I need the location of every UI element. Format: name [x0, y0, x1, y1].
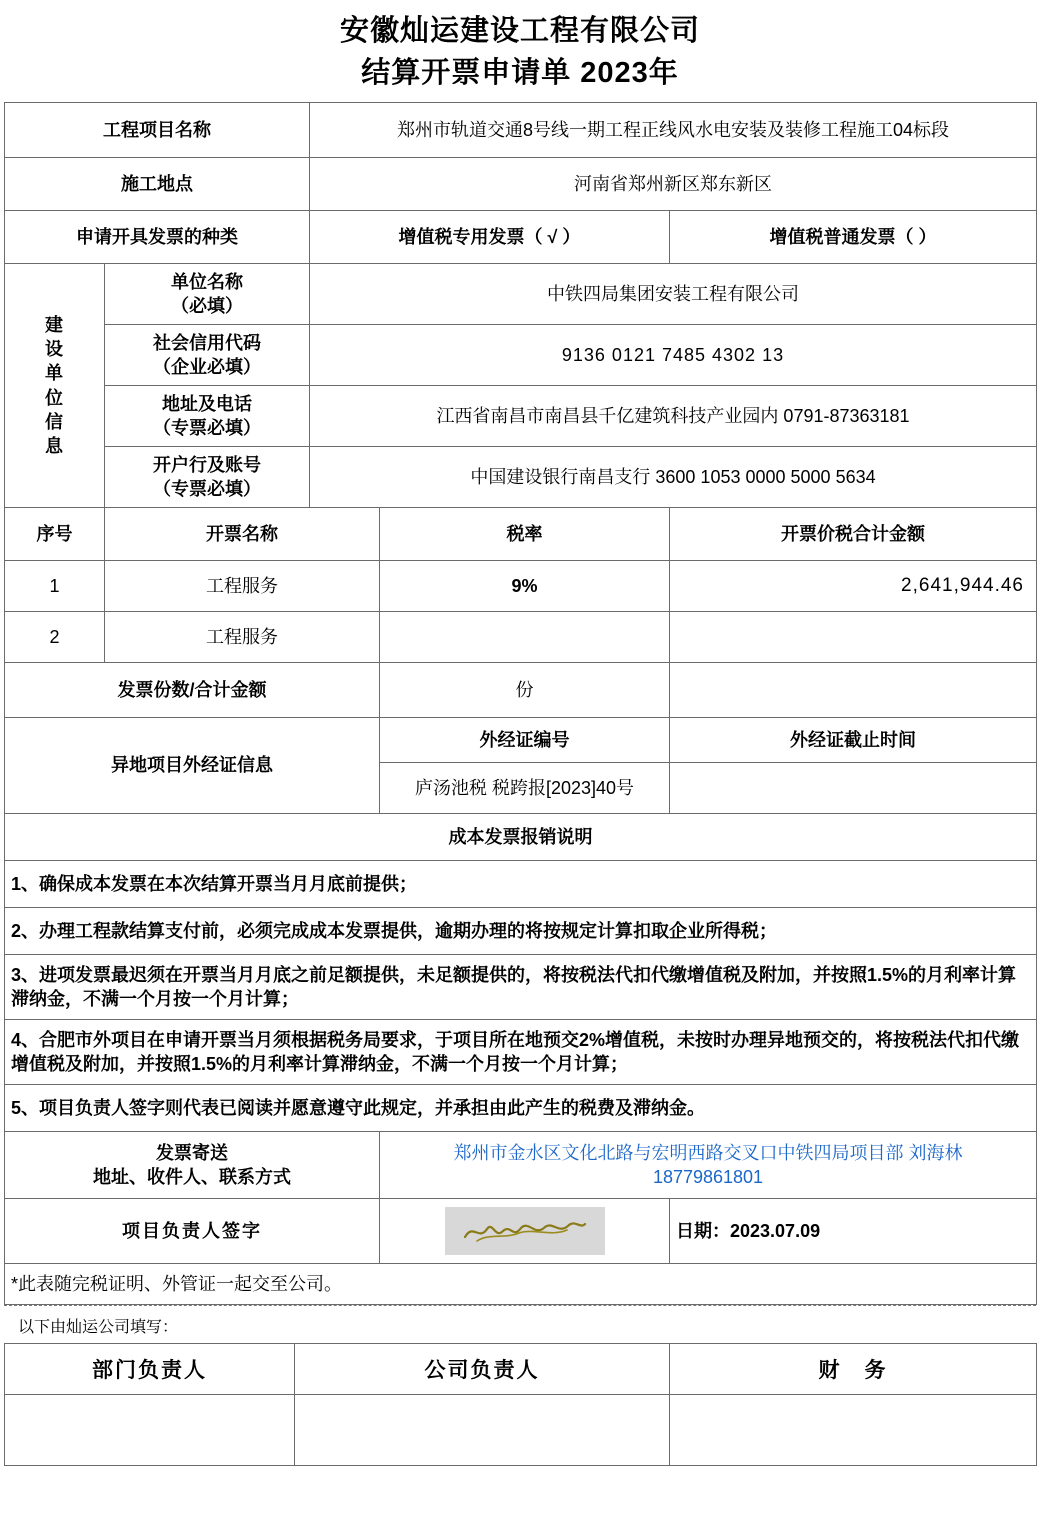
- title-line-2: 结算开票申请单 2023年: [361, 57, 679, 90]
- row-invoice-count: [5, 663, 1037, 718]
- credit-code-label: [105, 325, 310, 386]
- cert-no-value[interactable]: 庐汤池税 税跨报[2023]40号: [380, 763, 670, 814]
- row-invoice-type: [5, 211, 1037, 264]
- item-no-1: 1: [5, 561, 105, 612]
- signature-stamp-box: [445, 1207, 605, 1255]
- send-value-line2: 18779861801: [652, 1167, 764, 1188]
- unit-name-label-line1: 单位名称: [171, 271, 243, 292]
- invoice-type-label: 申请开具发票的种类: [5, 211, 310, 264]
- row-note-3: [5, 955, 1037, 1020]
- row-signature: [5, 1199, 1037, 1264]
- vert-char-2: 设: [45, 339, 64, 359]
- credit-code-value[interactable]: 9136 0121 7485 4302 13: [310, 325, 1037, 386]
- vert-char-6: 息: [45, 436, 64, 457]
- footer-header-department: 部门负责人: [5, 1344, 295, 1395]
- below-fill-note: 以下由灿运公司填写：: [18, 1319, 179, 1337]
- row-site: [5, 158, 1037, 211]
- row-credit-code: [5, 325, 1037, 386]
- invoice-type-general-option[interactable]: 增值税普通发票（ ）: [670, 211, 1037, 264]
- row-items-header: [5, 508, 1037, 561]
- footer-signature-row: [5, 1395, 1037, 1466]
- vert-char-5: 信: [45, 411, 64, 432]
- item-no-2: 2: [5, 612, 105, 663]
- item-rate-2[interactable]: [380, 612, 670, 663]
- cert-deadline-header: 外经证截止时间: [670, 718, 1037, 763]
- footer-sign-finance[interactable]: [670, 1395, 1037, 1466]
- items-header-no: 序号: [5, 508, 105, 561]
- bank-value[interactable]: 中国建设银行南昌支行 3600 1053 0000 5000 5634: [310, 447, 1037, 508]
- credit-code-label-line1: 社会信用代码: [153, 332, 261, 353]
- row-cert-headers: [5, 718, 1037, 763]
- bank-label-line1: 开户行及账号: [153, 454, 261, 475]
- row-address-phone: [5, 386, 1037, 447]
- item-amount-1[interactable]: 2,641,944.46: [670, 561, 1037, 612]
- credit-code-label-line2: （企业必填）: [153, 357, 261, 378]
- bank-label-line2: （专票必填）: [153, 479, 261, 500]
- approval-footer-table: [4, 1343, 1037, 1466]
- cert-deadline-value[interactable]: [670, 763, 1037, 814]
- vert-char-1: 建: [45, 314, 64, 335]
- row-notes-title: [5, 814, 1037, 861]
- note-item-5: 5、项目负责人签字则代表已阅读并愿意遵守此规定，并承担由此产生的税费及滞纳金。: [5, 1085, 1037, 1132]
- item-name-1[interactable]: 工程服务: [105, 561, 380, 612]
- row-note-4: [5, 1020, 1037, 1085]
- note-item-4: 4、合肥市外项目在申请开票当月须根据税务局要求，于项目所在地预交2%增值税，未按时办理异地预交的，将按税法代扣代缴增值税及附加，并按照1.5%的月利率计算滞纳金，不满一个月按一个月计算；: [5, 1020, 1037, 1085]
- note-item-3: 3、进项发票最迟须在开票当月月底之前足额提供，未足额提供的，将按税法代扣代缴增值税及附加，并按照1.5%的月利率计算滞纳金，不满一个月按一个月计算；: [5, 955, 1037, 1020]
- items-header-name: 开票名称: [105, 508, 380, 561]
- site-value[interactable]: 河南省郑州新区郑东新区: [310, 158, 1037, 211]
- send-label: [5, 1132, 380, 1199]
- handwritten-signature-icon: [459, 1219, 589, 1245]
- title-line-1: 安徽灿运建设工程有限公司: [339, 15, 700, 47]
- footnote-text: *此表随完税证明、外管证一起交至公司。: [5, 1264, 1037, 1305]
- notes-title: 成本发票报销说明: [5, 814, 1037, 861]
- send-value-line1: 郑州市金水区文化北路与宏明西路交叉口中铁四局项目部 刘海林: [453, 1142, 963, 1163]
- item-rate-1[interactable]: 9%: [380, 561, 670, 612]
- address-phone-label: [105, 386, 310, 447]
- invoice-count-label: 发票份数/合计金额: [5, 663, 380, 718]
- signature-label: 项目负责人签字: [5, 1199, 380, 1264]
- main-form-table: [4, 102, 1037, 1305]
- note-item-1: 1、确保成本发票在本次结算开票当月月底前提供；: [5, 861, 1037, 908]
- unit-name-label: [105, 264, 310, 325]
- bank-label: [105, 447, 310, 508]
- item-amount-2[interactable]: [670, 612, 1037, 663]
- address-phone-label-line2: （专票必填）: [153, 418, 261, 439]
- row-note-1: [5, 861, 1037, 908]
- row-send-info: [5, 1132, 1037, 1199]
- row-footnote: [5, 1264, 1037, 1305]
- row-bank: [5, 447, 1037, 508]
- row-note-5: [5, 1085, 1037, 1132]
- send-label-line1: 发票寄送: [156, 1142, 228, 1163]
- items-header-rate: 税率: [380, 508, 670, 561]
- vert-char-3: 单: [45, 363, 64, 384]
- unit-info-vertical-label: [5, 264, 105, 508]
- table-row: [5, 561, 1037, 612]
- table-row: [5, 612, 1037, 663]
- unit-name-label-line2: （必填）: [171, 296, 243, 317]
- unit-name-value[interactable]: 中铁四局集团安装工程有限公司: [310, 264, 1037, 325]
- items-header-amount: 开票价税合计金额: [670, 508, 1037, 561]
- footer-header-finance: 财 务: [670, 1344, 1037, 1395]
- row-note-2: [5, 908, 1037, 955]
- address-phone-label-line1: 地址及电话: [162, 393, 252, 414]
- row-project-name: [5, 103, 1037, 158]
- footer-headers-row: [5, 1344, 1037, 1395]
- project-name-label: 工程项目名称: [5, 103, 310, 158]
- footer-sign-company[interactable]: [295, 1395, 670, 1466]
- invoice-count-amount[interactable]: [670, 663, 1037, 718]
- row-unit-name: [5, 264, 1037, 325]
- document-title: [0, 0, 1040, 94]
- invoice-type-special-option[interactable]: 增值税专用发票（ √ ）: [310, 211, 670, 264]
- project-name-value[interactable]: 郑州市轨道交通8号线一期工程正线风水电安装及装修工程施工04标段: [310, 103, 1037, 158]
- invoice-count-value[interactable]: 份: [380, 663, 670, 718]
- site-label: 施工地点: [5, 158, 310, 211]
- cert-no-header: 外经证编号: [380, 718, 670, 763]
- footer-header-company: 公司负责人: [295, 1344, 670, 1395]
- footer-sign-department[interactable]: [5, 1395, 295, 1466]
- address-phone-value[interactable]: 江西省南昌市南昌县千亿建筑科技产业园内 0791-87363181: [310, 386, 1037, 447]
- note-item-2: 2、办理工程款结算支付前，必须完成成本发票提供，逾期办理的将按规定计算扣取企业所得税；: [5, 908, 1037, 955]
- send-value[interactable]: [380, 1132, 1037, 1199]
- send-label-line2: 地址、收件人、联系方式: [93, 1167, 291, 1188]
- signature-image[interactable]: [380, 1199, 670, 1264]
- item-name-2[interactable]: 工程服务: [105, 612, 380, 663]
- vert-char-4: 位: [45, 387, 64, 408]
- cert-label: 异地项目外经证信息: [5, 718, 380, 814]
- signature-date[interactable]: 日期：2023.07.09: [670, 1199, 1037, 1264]
